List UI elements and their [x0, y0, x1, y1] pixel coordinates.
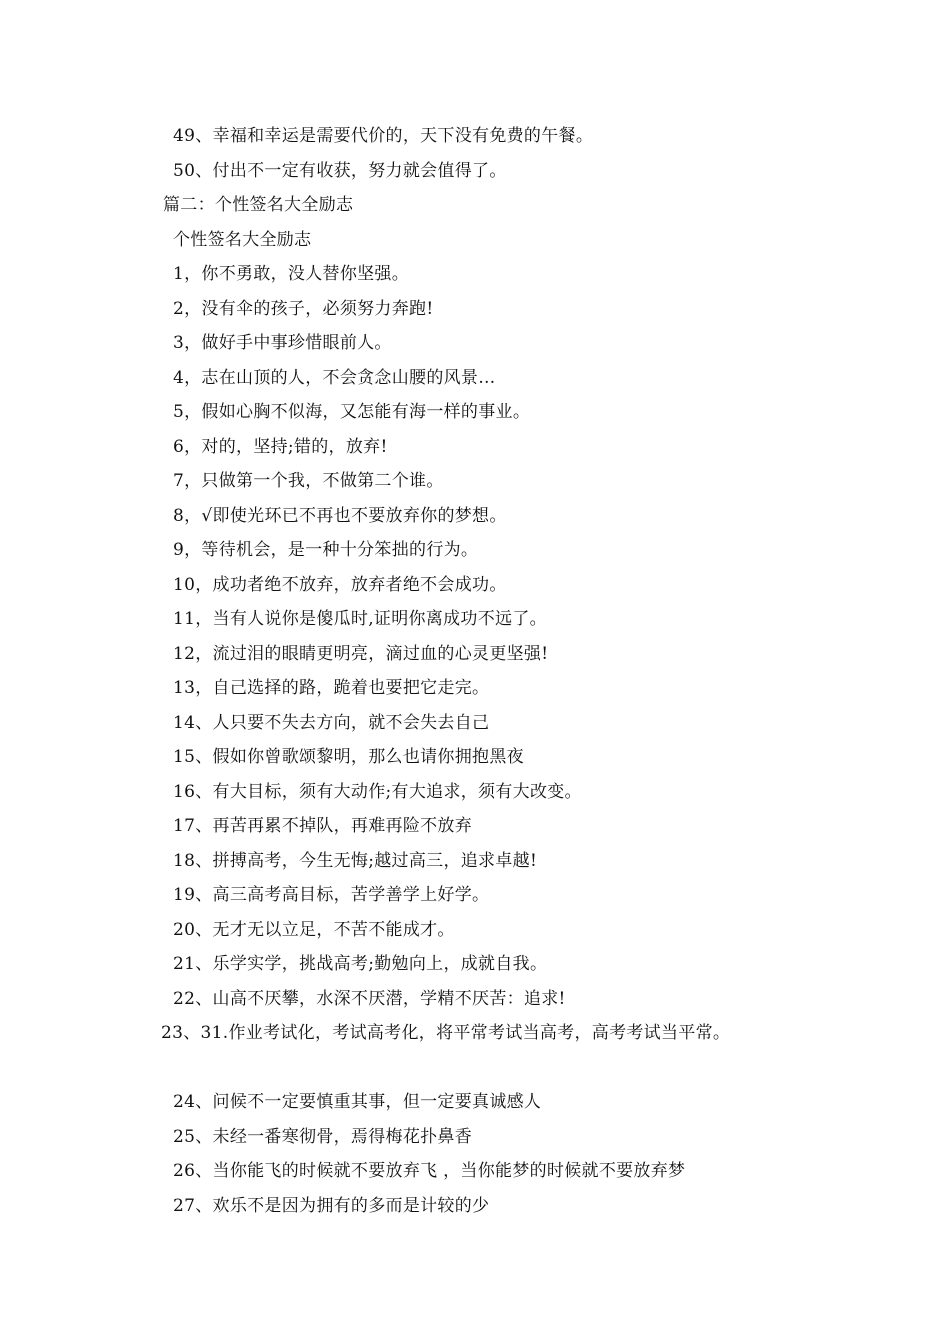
list-item: 8，√即使光环已不再也不要放弃你的梦想。	[173, 506, 507, 526]
list-item: 6，对的，坚持;错的，放弃!	[173, 437, 388, 457]
list-item: 14、人只要不失去方向，就不会失去自己	[173, 713, 490, 733]
list-item: 13，自己选择的路，跪着也要把它走完。	[173, 678, 490, 698]
list-item: 11，当有人说你是傻瓜时,证明你离成功不远了。	[173, 609, 547, 629]
list-item: 3，做好手中事珍惜眼前人。	[173, 333, 392, 353]
list-item: 24、问候不一定要慎重其事，但一定要真诚感人	[173, 1092, 542, 1112]
list-item: 9，等待机会，是一种十分笨拙的行为。	[173, 540, 479, 560]
list-item: 25、未经一番寒彻骨，焉得梅花扑鼻香	[173, 1127, 473, 1147]
list-item: 17、再苦再累不掉队，再难再险不放弃	[173, 816, 473, 836]
list-item: 18、拼搏高考，今生无悔;越过高三，追求卓越!	[173, 851, 538, 871]
text-line: 50、付出不一定有收获，努力就会值得了。	[173, 161, 507, 181]
list-item: 20、无才无以立足，不苦不能成才。	[173, 920, 455, 940]
list-item: 12，流过泪的眼睛更明亮，滴过血的心灵更坚强!	[173, 644, 549, 664]
list-item: 16、有大目标，须有大动作;有大追求，须有大改变。	[173, 782, 582, 802]
list-item: 1，你不勇敢，没人替你坚强。	[173, 264, 410, 284]
list-item: 21、乐学实学，挑战高考;勤勉向上，成就自我。	[173, 954, 548, 974]
list-item: 19、高三高考高目标，苦学善学上好学。	[173, 885, 490, 905]
list-item: 22、山高不厌攀，水深不厌潜，学精不厌苦：追求!	[173, 989, 566, 1009]
list-item: 27、欢乐不是因为拥有的多而是计较的少	[173, 1196, 490, 1216]
list-item: 4，志在山顶的人，不会贪念山腰的风景…	[173, 368, 496, 388]
list-item: 23、31.作业考试化，考试高考化，将平常考试当高考，高考考试当平常。	[161, 1023, 731, 1043]
section-subtitle: 个性签名大全励志	[173, 230, 312, 250]
list-item: 7，只做第一个我，不做第二个谁。	[173, 471, 444, 491]
text-line: 49、幸福和幸运是需要代价的，天下没有免费的午餐。	[173, 126, 594, 146]
section-heading: 篇二：个性签名大全励志	[163, 195, 354, 215]
list-item: 10，成功者绝不放弃，放弃者绝不会成功。	[173, 575, 507, 595]
list-item: 15、假如你曾歌颂黎明，那么也请你拥抱黑夜	[173, 747, 524, 767]
list-item: 26、当你能飞的时候就不要放弃飞 ，当你能梦的时候就不要放弃梦	[173, 1161, 686, 1181]
list-item: 5，假如心胸不似海，又怎能有海一样的事业。	[173, 402, 531, 422]
list-item: 2，没有伞的孩子，必须努力奔跑!	[173, 299, 434, 319]
